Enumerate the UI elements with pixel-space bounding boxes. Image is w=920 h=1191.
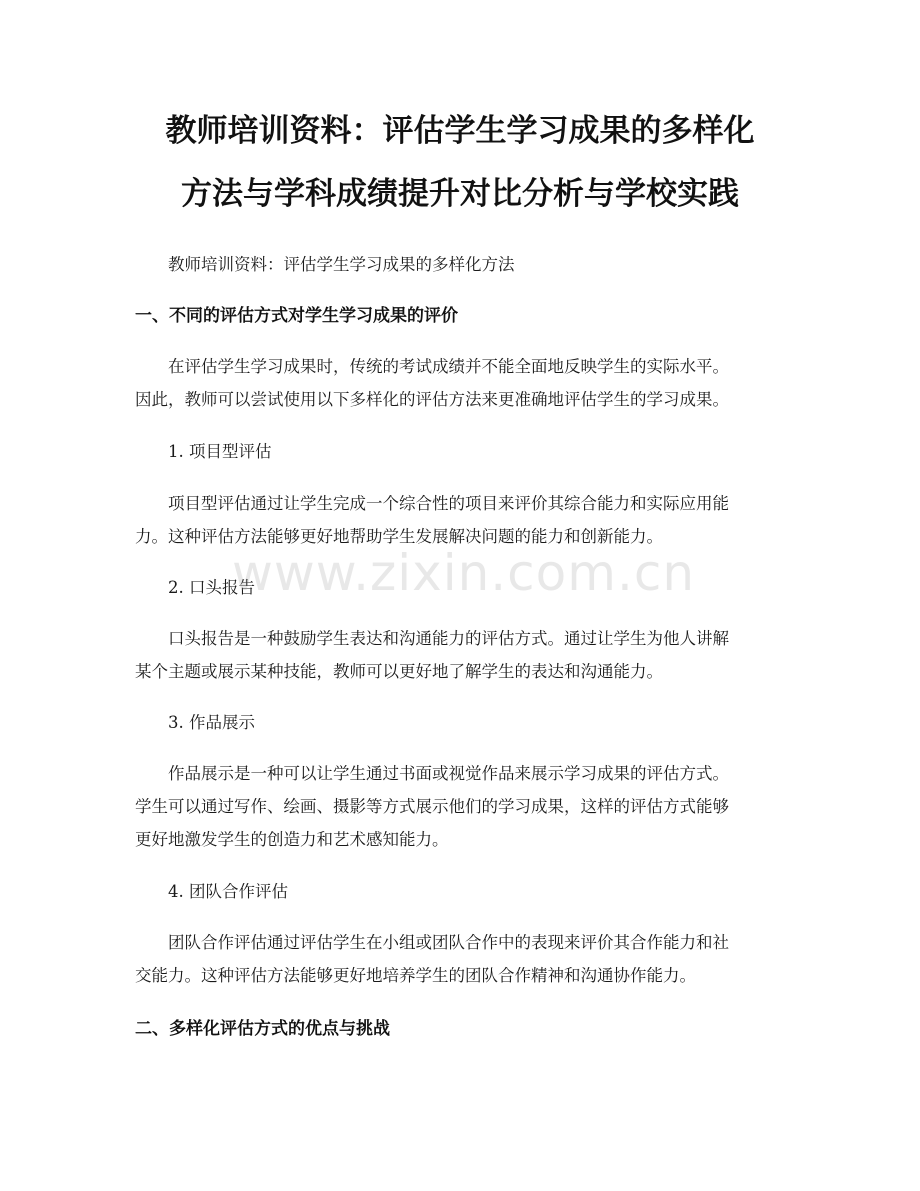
item-4-heading: 4. 团队合作评估 <box>168 882 288 901</box>
item-3-heading: 3. 作品展示 <box>168 713 255 732</box>
intro-line: 教师培训资料：评估学生学习成果的多样化方法 <box>168 255 515 274</box>
section-1-paragraph <box>135 350 795 416</box>
item-2-heading: 2. 口头报告 <box>168 578 255 597</box>
paragraph-line: 项目型评估通过让学生完成一个综合性的项目来评价其综合能力和实际应用能 <box>168 494 729 513</box>
paragraph-line: 交能力。这种评估方法能够更好地培养学生的团队合作精神和沟通协作能力。 <box>135 966 696 985</box>
paragraph-line: 学生可以通过写作、绘画、摄影等方式展示他们的学习成果，这样的评估方式能够 <box>135 797 729 816</box>
document-title-line-1: 教师培训资料：评估学生学习成果的多样化 <box>165 113 755 149</box>
document-title-line-2: 方法与学科成绩提升对比分析与学校实践 <box>181 176 739 212</box>
paragraph-line: 因此，教师可以尝试使用以下多样化的评估方法来更准确地评估学生的学习成果。 <box>135 390 729 409</box>
paragraph-line: 力。这种评估方法能够更好地帮助学生发展解决问题的能力和创新能力。 <box>135 527 663 546</box>
paragraph-line: 在评估学生学习成果时，传统的考试成绩并不能全面地反映学生的实际水平。 <box>168 357 729 376</box>
item-2-paragraph <box>135 622 795 688</box>
section-2-heading: 二、多样化评估方式的优点与挑战 <box>135 1019 390 1039</box>
item-1-heading: 1. 项目型评估 <box>168 442 272 461</box>
paragraph-line: 口头报告是一种鼓励学生表达和沟通能力的评估方式。通过让学生为他人讲解 <box>168 629 729 648</box>
paragraph-line: 某个主题或展示某种技能，教师可以更好地了解学生的表达和沟通能力。 <box>135 662 663 681</box>
paragraph-line: 更好地激发学生的创造力和艺术感知能力。 <box>135 830 449 849</box>
item-4-paragraph <box>135 926 795 992</box>
paragraph-line: 团队合作评估通过评估学生在小组或团队合作中的表现来评价其合作能力和社 <box>168 933 729 952</box>
item-3-paragraph <box>135 757 795 856</box>
paragraph-line: 作品展示是一种可以让学生通过书面或视觉作品来展示学习成果的评估方式。 <box>168 764 729 783</box>
watermark: www.zixin.com.cn <box>232 544 696 602</box>
section-1-heading: 一、不同的评估方式对学生学习成果的评价 <box>135 306 458 326</box>
